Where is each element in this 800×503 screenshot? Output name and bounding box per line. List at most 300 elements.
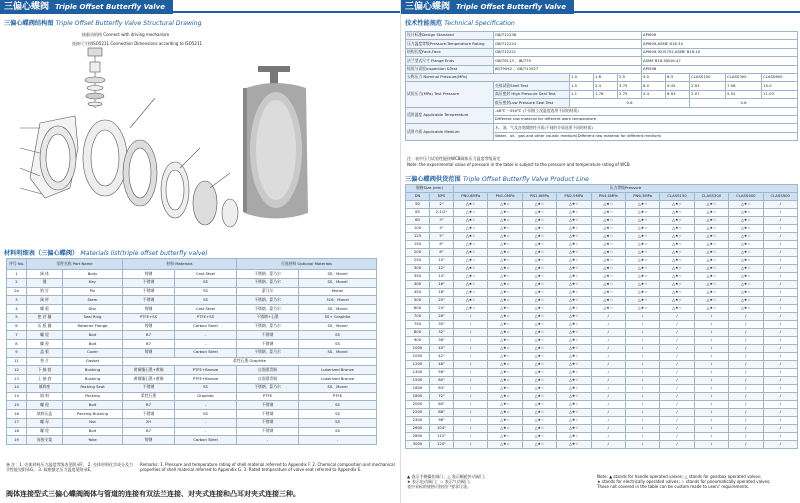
table-cell: 垫 片 [27,357,63,366]
table-cell: △★☆ [557,289,591,297]
table-cell: 2800 [406,433,430,441]
table-cell: / [694,393,728,401]
table-cell: 450 [406,289,430,297]
table-cell: 2 [7,278,27,287]
table-cell: △★☆ [522,409,556,417]
table-cell: △★☆ [488,225,522,233]
table-cell: 48" [430,361,454,369]
table-cell: △★☆ [625,305,659,313]
spec-title: 技术性能规范 Technical Specification [405,20,515,27]
table-cell: △★☆ [625,241,659,249]
table-cell: / [625,401,659,409]
materials-row [7,357,377,366]
table-cell: Bolt [63,401,123,410]
table-cell: 不锈钢 [237,427,299,436]
table-cell: 2.4 [594,82,618,90]
table-cell: Packing Seat [63,383,123,392]
table-cell: △★☆ [591,241,625,249]
product-row [406,305,798,313]
table-cell: / [694,417,728,425]
table-cell: 下 轴 套 [27,366,63,375]
table-cell: / [454,433,488,441]
table-cell: - [175,418,237,427]
table-cell: 6.3 [666,73,690,81]
table-cell: △★☆ [488,281,522,289]
materials-row [7,427,377,436]
table-cell: △★☆ [591,217,625,225]
table-cell: Bushing [63,375,123,384]
product-row [406,321,798,329]
remarks-en: Remarks: 1. Pressure and temperature rating of shell material referred to Appendix F. 2. Chemical composition and mechanical properties of shell material referred to Appendix G. 3. Rated temperature of valve seat referred to Appendix E. [140,462,395,472]
materials-row [7,401,377,410]
table-cell: △★☆ [660,305,694,313]
table-cell: / [763,265,797,273]
table-cell: Carbon Steel [175,348,237,357]
table-cell: △★☆ [729,281,763,289]
table-cell: Bolt [63,427,123,436]
table-cell: 盖 板 [27,348,63,357]
table-cell: / [591,433,625,441]
table-cell: PTFE [237,392,299,401]
product-row [406,209,798,217]
legend-cn: ▲ 表示手柄操作阀门；△ 表示蜗轮传动阀门； ★ 表示电动阀门；☆ 表示气动阀门； 表中未标的规格可按用户要求订货。 [407,474,488,489]
table-cell: △★☆ [694,265,728,273]
table-cell: 30" [430,321,454,329]
table-cell: 2H [123,418,175,427]
table-cell: △★☆ [591,233,625,241]
product-row [406,417,798,425]
table-cell: 900 [406,337,430,345]
table-cell: SS、Monel [299,322,377,331]
table-cell: SS [299,401,377,410]
table-cell: △★☆ [454,265,488,273]
table-cell: 2.07 [690,90,726,98]
table-cell: ASME B16.5\B16.47 [642,57,798,65]
table-cell: / [763,305,797,313]
column-header: NPS [430,193,454,201]
materials-row [7,348,377,357]
table-cell: 水、油、气及各类腐蚀性介质(不同的介质选用不同的材质) [494,124,798,132]
left-title-cn: 三偏心蝶阀 [0,0,53,14]
product-row [406,241,798,249]
table-cell: 200 [406,249,430,257]
table-cell: / [694,313,728,321]
table-cell: 0.6 [690,99,798,107]
table-cell: 不锈钢 [123,296,175,305]
materials-row [7,366,377,375]
table-cell: △★☆ [694,217,728,225]
table-cell: 铸钢 [123,322,175,331]
product-row [406,353,798,361]
table-cell: △★☆ [591,265,625,273]
table-cell: △★☆ [557,377,591,385]
table-cell: / [625,361,659,369]
table-cell: 80" [430,401,454,409]
table-cell: 100 [406,225,430,233]
table-cell: △★☆ [660,273,694,281]
table-cell: 不锈钢 [237,340,299,349]
pn-row [406,73,798,81]
table-cell: Graphite [175,392,237,401]
table-cell: / [763,401,797,409]
table-cell: SS、Monel [299,278,377,287]
spec-row [406,65,798,73]
table-cell: △★☆ [522,233,556,241]
table-cell: / [763,441,797,449]
table-cell: - [299,436,377,445]
table-cell: △★☆ [729,201,763,209]
table-cell: △★☆ [625,273,659,281]
column-header: PN2.5MPa [557,193,591,201]
table-cell: Bushing [63,366,123,375]
table-cell: 20" [430,297,454,305]
materials-row [7,392,377,401]
table-cell: 11.03 [762,90,798,98]
table-cell: △★☆ [522,265,556,273]
table-cell: GB/T9113 、JB/T79 [494,57,642,65]
table-cell: / [454,353,488,361]
table-cell: / [729,425,763,433]
table-cell: 填 料 [27,392,63,401]
table-cell: 螺 栓 [27,427,63,436]
table-cell: △★☆ [522,393,556,401]
table-cell: 3.75 [618,82,642,90]
table-cell: △★☆ [694,249,728,257]
legend-en: Note: ▲ stands for handle operated valves; △ stands for gearbox operated valves; ★ stands for electrically operated valves; ☆ stands for pneumatically operated valves; Those not covered in the table can be custom made to users' requirements. [597,474,771,489]
table-cell: / [729,385,763,393]
table-cell: 公称压力 Nominal Pressure(MPa) [406,73,570,81]
table-cell: CLASS300 [726,73,762,81]
table-cell: △★☆ [729,273,763,281]
table-cell: 2600 [406,425,430,433]
table-cell: △★☆ [488,265,522,273]
table-cell: 80 [406,217,430,225]
table-cell: Pin [63,287,123,296]
column-header: PN1.0MPa [488,193,522,201]
table-cell: / [763,281,797,289]
table-cell: 销 钉 [27,287,63,296]
table-cell: △★☆ [454,233,488,241]
table-cell: △★☆ [625,217,659,225]
table-cell: / [591,409,625,417]
materials-row [7,410,377,419]
table-cell: 不锈钢、蒙乃尔 [237,270,299,279]
table-cell: △★☆ [488,409,522,417]
table-cell: △★☆ [729,257,763,265]
table-cell: △★☆ [625,201,659,209]
table-cell: Carbon Steel [175,436,237,445]
table-cell: CLASS600 [762,73,798,81]
table-cell: / [660,425,694,433]
table-cell: 螺 栓 [27,340,63,349]
table-cell: △★☆ [522,441,556,449]
materials-row [7,340,377,349]
table-cell: 11 [7,357,27,366]
table-cell: △★☆ [625,209,659,217]
table-cell: △★☆ [625,297,659,305]
table-cell: / [763,297,797,305]
table-cell: / [591,377,625,385]
table-cell: △★☆ [488,321,522,329]
table-cell: SS [299,418,377,427]
table-cell: 螺 栓 [27,331,63,340]
table-cell: / [763,345,797,353]
table-cell: / [763,377,797,385]
table-cell: 不锈钢、蒙乃尔 [237,278,299,287]
callout-iso: 连接尺寸按ISO5211 Connection Dimensions according to ISO5211 [72,41,203,46]
table-cell: 不锈钢、蒙乃尔 [237,322,299,331]
table-cell: / [591,313,625,321]
table-cell: / [694,361,728,369]
materials-row [7,287,377,296]
table-cell: 螺 栓 [27,401,63,410]
table-cell: △★☆ [729,217,763,225]
product-row [406,377,798,385]
table-cell: △★☆ [522,337,556,345]
table-cell: 4.0 [642,73,666,81]
table-cell: △★☆ [591,249,625,257]
table-cell: Cast Steel [175,270,237,279]
table-cell: / [454,329,488,337]
table-cell: 800 [406,329,430,337]
table-cell: △★☆ [729,297,763,305]
table-cell: 5.52 [726,90,762,98]
table-cell: / [454,369,488,377]
column-header: CLASS300 [694,193,728,201]
table-cell: 法兰型式尺寸 Flange Ends [406,57,494,65]
table-cell: △★☆ [522,433,556,441]
table-cell: △★☆ [522,345,556,353]
product-row [406,345,798,353]
product-row [406,265,798,273]
materials-row [7,278,377,287]
table-cell: GB/T12238 [494,32,642,40]
table-cell: 12 [7,366,27,375]
column-header: PN0.6MPa [454,193,488,201]
materials-row [7,313,377,322]
table-cell: - [175,340,237,349]
table-cell: Different raw material for different work temperature [494,115,798,123]
table-cell: SS [299,340,377,349]
table-cell: / [694,321,728,329]
table-cell: / [660,417,694,425]
table-cell: SS、Monel [299,348,377,357]
table-cell: △★☆ [557,385,591,393]
table-cell: 56" [430,369,454,377]
table-cell: 上 轴 套 [27,375,63,384]
table-cell: / [694,353,728,361]
table-cell: 600 [406,305,430,313]
table-cell: SS [175,287,237,296]
spec-row [406,40,798,48]
table-cell: Monel [299,287,377,296]
table-cell: 填料压盖 [27,410,63,419]
product-row [406,273,798,281]
table-cell: / [729,433,763,441]
table-cell: △★☆ [660,209,694,217]
table-cell: △★☆ [522,353,556,361]
table-cell: △★☆ [557,369,591,377]
table-cell: / [694,345,728,353]
materials-table [6,258,377,445]
right-page [400,0,800,503]
table-cell: / [454,345,488,353]
table-cell: API609 [642,32,798,40]
structure-title: 三偏心蝶阀结构图 Triple Offset Butterfly Valve Structural Drawing [4,20,202,27]
table-cell: 3000 [406,441,430,449]
table-cell: 500 [406,297,430,305]
size-head: 规格Size (mm) [406,185,454,193]
table-cell: SS、Monel [299,305,377,314]
product-row [406,329,798,337]
table-cell: 1200 [406,361,430,369]
table-cell: △★☆ [522,361,556,369]
table-cell: 铸钢 [123,270,175,279]
table-cell: △★☆ [729,225,763,233]
table-cell: 不锈钢 [237,418,299,427]
table-cell: 2.93 [690,82,726,90]
table-cell: △★☆ [522,225,556,233]
table-cell: 316、Monel [299,296,377,305]
table-cell: △★☆ [488,209,522,217]
table-cell: / [763,273,797,281]
product-row [406,409,798,417]
table-cell: 密 封 圈 [27,313,63,322]
product-table [405,184,798,449]
table-cell: △★☆ [522,305,556,313]
table-cell: Packing Bushing [63,410,123,419]
table-cell: / [763,241,797,249]
table-cell: / [763,369,797,377]
table-cell: 150 [406,241,430,249]
table-cell: / [729,417,763,425]
table-cell: 1.6 [594,73,618,81]
table-cell: 1600 [406,385,430,393]
table-cell: / [591,321,625,329]
table-cell: / [729,329,763,337]
table-cell: △★☆ [557,217,591,225]
materials-row [7,305,377,314]
table-cell: / [625,425,659,433]
table-cell: / [763,289,797,297]
table-cell: △★☆ [660,201,694,209]
table-cell: △★☆ [557,321,591,329]
right-title-cn: 三偏心蝶阀 [401,0,454,14]
table-cell: SS [175,296,237,305]
table-cell: △★☆ [488,393,522,401]
table-cell: 高压密封 High Pressure Seal Test [494,90,570,98]
table-cell: 2" [430,201,454,209]
table-cell: / [763,353,797,361]
table-cell: 300 [406,265,430,273]
table-cell: △★☆ [522,281,556,289]
table-cell: / [729,441,763,449]
table-cell: 120" [430,441,454,449]
table-cell: / [660,313,694,321]
table-cell: PTFE+Bronze [175,375,237,384]
table-cell: / [454,377,488,385]
table-cell: / [729,361,763,369]
table-cell: △★☆ [488,273,522,281]
table-cell: / [625,329,659,337]
table-cell: 3 [7,296,27,305]
table-cell: △★☆ [557,249,591,257]
table-cell: B7 [123,427,175,436]
right-title-en: Triple Offset Butterfly Valve [454,0,574,14]
table-cell: / [729,321,763,329]
table-cell: 13 [7,375,27,384]
table-cell: △★☆ [694,289,728,297]
table-cell: △★☆ [522,377,556,385]
table-cell: 5 [7,313,27,322]
table-cell: SS、Monel [299,383,377,392]
table-cell: △★☆ [488,329,522,337]
table-cell: △★☆ [591,297,625,305]
table-cell: △★☆ [591,289,625,297]
table-cell: △★☆ [488,337,522,345]
table-cell: / [454,313,488,321]
table-cell: / [763,361,797,369]
table-cell: - [175,401,237,410]
materials-header-row: 序号 No. 零件名称 Part Name 材料 Materials 可选材料 Optional Materials [7,259,377,270]
table-cell: △★☆ [660,225,694,233]
table-cell: 不锈钢 [123,383,175,392]
table-cell: / [694,329,728,337]
table-cell: SS+ Graphite [299,313,377,322]
table-cell: △★☆ [591,281,625,289]
table-cell: 压力温度等级Pressure-Temperature Rating [406,40,494,48]
table-cell: 16" [430,281,454,289]
table-cell: △★☆ [488,369,522,377]
table-cell: 自润滑青铜 [237,366,299,375]
table-cell: △★☆ [625,265,659,273]
table-cell: 700 [406,313,430,321]
product-row [406,401,798,409]
product-row [406,441,798,449]
table-cell: 125 [406,233,430,241]
spec-row [406,57,798,65]
table-cell: △★☆ [660,265,694,273]
table-cell: / [625,385,659,393]
table-cell: 柔性石墨 [123,392,175,401]
table-cell: △★☆ [694,297,728,305]
table-cell: △★☆ [591,257,625,265]
table-cell: B7 [123,331,175,340]
table-cell: △★☆ [694,241,728,249]
table-cell: 2000 [406,401,430,409]
table-cell: △★☆ [454,209,488,217]
table-cell: △★☆ [488,233,522,241]
table-cell: △★☆ [694,233,728,241]
table-cell: / [660,393,694,401]
materials-row [7,375,377,384]
table-cell: △★☆ [625,257,659,265]
table-cell: △★☆ [522,321,556,329]
product-row [406,289,798,297]
table-cell: / [660,441,694,449]
table-cell: / [660,329,694,337]
table-cell: 250 [406,257,430,265]
table-cell: / [729,345,763,353]
table-cell: △★☆ [557,281,591,289]
materials-row [7,383,377,392]
product-title: 三偏心蝶阀供货范围 Triple Offset Butterfly Valve Product Line [405,176,589,183]
table-cell: / [763,225,797,233]
table-cell: △★☆ [591,305,625,313]
product-row [406,297,798,305]
column-header: CLASS900 [763,193,797,201]
table-cell: / [729,369,763,377]
